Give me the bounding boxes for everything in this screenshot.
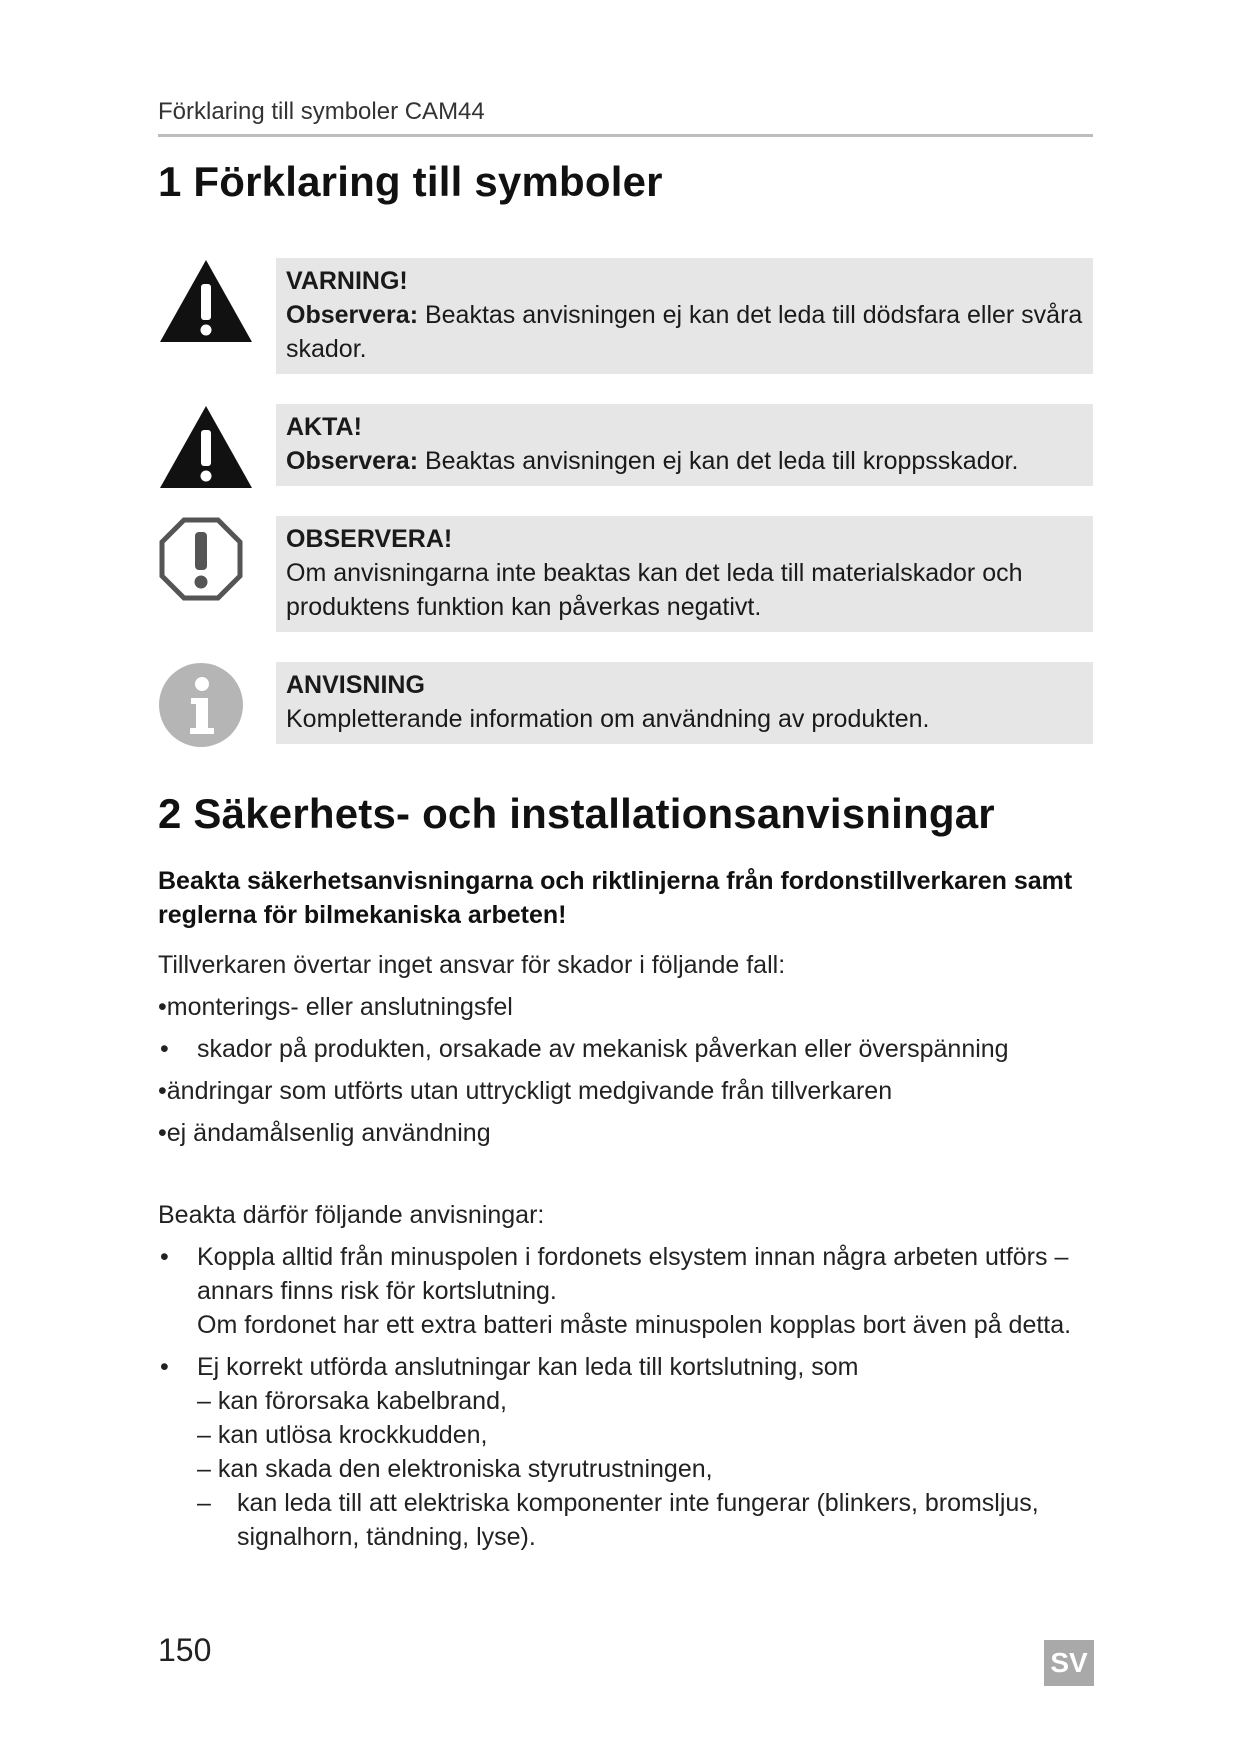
instruction1-line1: Koppla alltid från minuspolen i fordonets elsystem innan några arbeten utförs – annars finns risk för kortslutning. (197, 1243, 1069, 1305)
notice-caution (158, 404, 1093, 486)
list-item: • Ej korrekt utförda anslutningar kan leda till kortslutning, som (158, 1350, 1093, 1384)
section2-heading: 2 Säkerhets- och installationsanvisningar (158, 790, 995, 837)
notice-observe-box (276, 516, 1093, 632)
safety-intro: Beakta säkerhetsanvisningarna och riktlinjerna från fordonstillverkaren samt reglerna för bilmekaniska arbeten! (158, 867, 1073, 929)
page-number: 150 (158, 1632, 212, 1668)
list-item: • ändringar som utförts utan uttryckligt medgivande från tillverkaren (158, 1074, 1093, 1108)
warning-triangle-icon (158, 258, 254, 344)
running-header: Förklaring till symboler CAM44 (158, 98, 1093, 137)
sub-list-item: – kan utlösa krockkudden, (197, 1421, 488, 1449)
sub-list-item: – kan leda till att elektriska komponenter inte fungerar (blinkers, bromsljus, signalhorn, tändning, lyse). (197, 1489, 1039, 1551)
notice-observe-title: OBSERVERA! (286, 525, 453, 553)
list-item: • monterings- eller anslutningsfel (158, 990, 1093, 1024)
list-item: • ej ändamålsenlig användning (158, 1116, 1093, 1150)
instructions-intro: Beakta därför följande anvisningar: (158, 1201, 545, 1229)
info-circle-icon (158, 662, 244, 748)
notice-observe-text: Om anvisningarna inte beaktas kan det leda till materialskador och produktens funktion kan påverkas negativt. (286, 559, 1023, 621)
octagon-exclamation-icon (158, 516, 244, 602)
liability-list (158, 990, 1093, 1150)
instructions-list (158, 1240, 1093, 1554)
notice-info-box (276, 662, 1093, 744)
notice-warning-lead: Observera: (286, 301, 419, 329)
list-item: • skador på produkten, orsakade av mekanisk påverkan eller överspänning (160, 1035, 1009, 1063)
notice-caution-title: AKTA! (286, 413, 362, 441)
notice-caution-text: Beaktas anvisningen ej kan det leda till kroppsskador. (418, 447, 1019, 475)
liability-intro: Tillverkaren övertar inget ansvar för skador i följande fall: (158, 951, 786, 979)
notice-warning-title: VARNING! (286, 267, 408, 295)
notice-info (158, 662, 1093, 744)
language-badge: SV (1044, 1640, 1094, 1686)
notice-warning-box (276, 258, 1093, 374)
list-item: • Koppla alltid från minuspolen i fordonets elsystem innan några arbeten utförs – annars finns risk för kortslutning. Om fordonet har ett extra batteri måste minuspolen kopplas bort även på detta. (158, 1240, 1093, 1342)
notice-warning (158, 258, 1093, 374)
notice-caution-box (276, 404, 1093, 486)
notice-caution-lead: Observera: (286, 447, 419, 475)
sub-list-item: – kan skada den elektroniska styrutrustningen, (197, 1455, 713, 1483)
section1-heading: 1 Förklaring till symboler (158, 158, 663, 205)
notice-warning-text: Beaktas anvisningen ej kan det leda till dödsfara eller svåra skador. (286, 301, 1083, 363)
section2-body (158, 864, 1093, 1554)
instruction1-line2: Om fordonet har ett extra batteri måste minuspolen kopplas bort även på detta. (197, 1311, 1072, 1339)
caution-triangle-icon (158, 404, 254, 490)
notice-observe (158, 516, 1093, 632)
instruction2-line1: Ej korrekt utförda anslutningar kan leda till kortslutning, som (197, 1353, 859, 1381)
notice-info-title: ANVISNING (286, 671, 425, 699)
sub-list-item: – kan förorsaka kabelbrand, (197, 1387, 507, 1415)
notice-info-text: Kompletterande information om användning av produkten. (286, 705, 930, 733)
